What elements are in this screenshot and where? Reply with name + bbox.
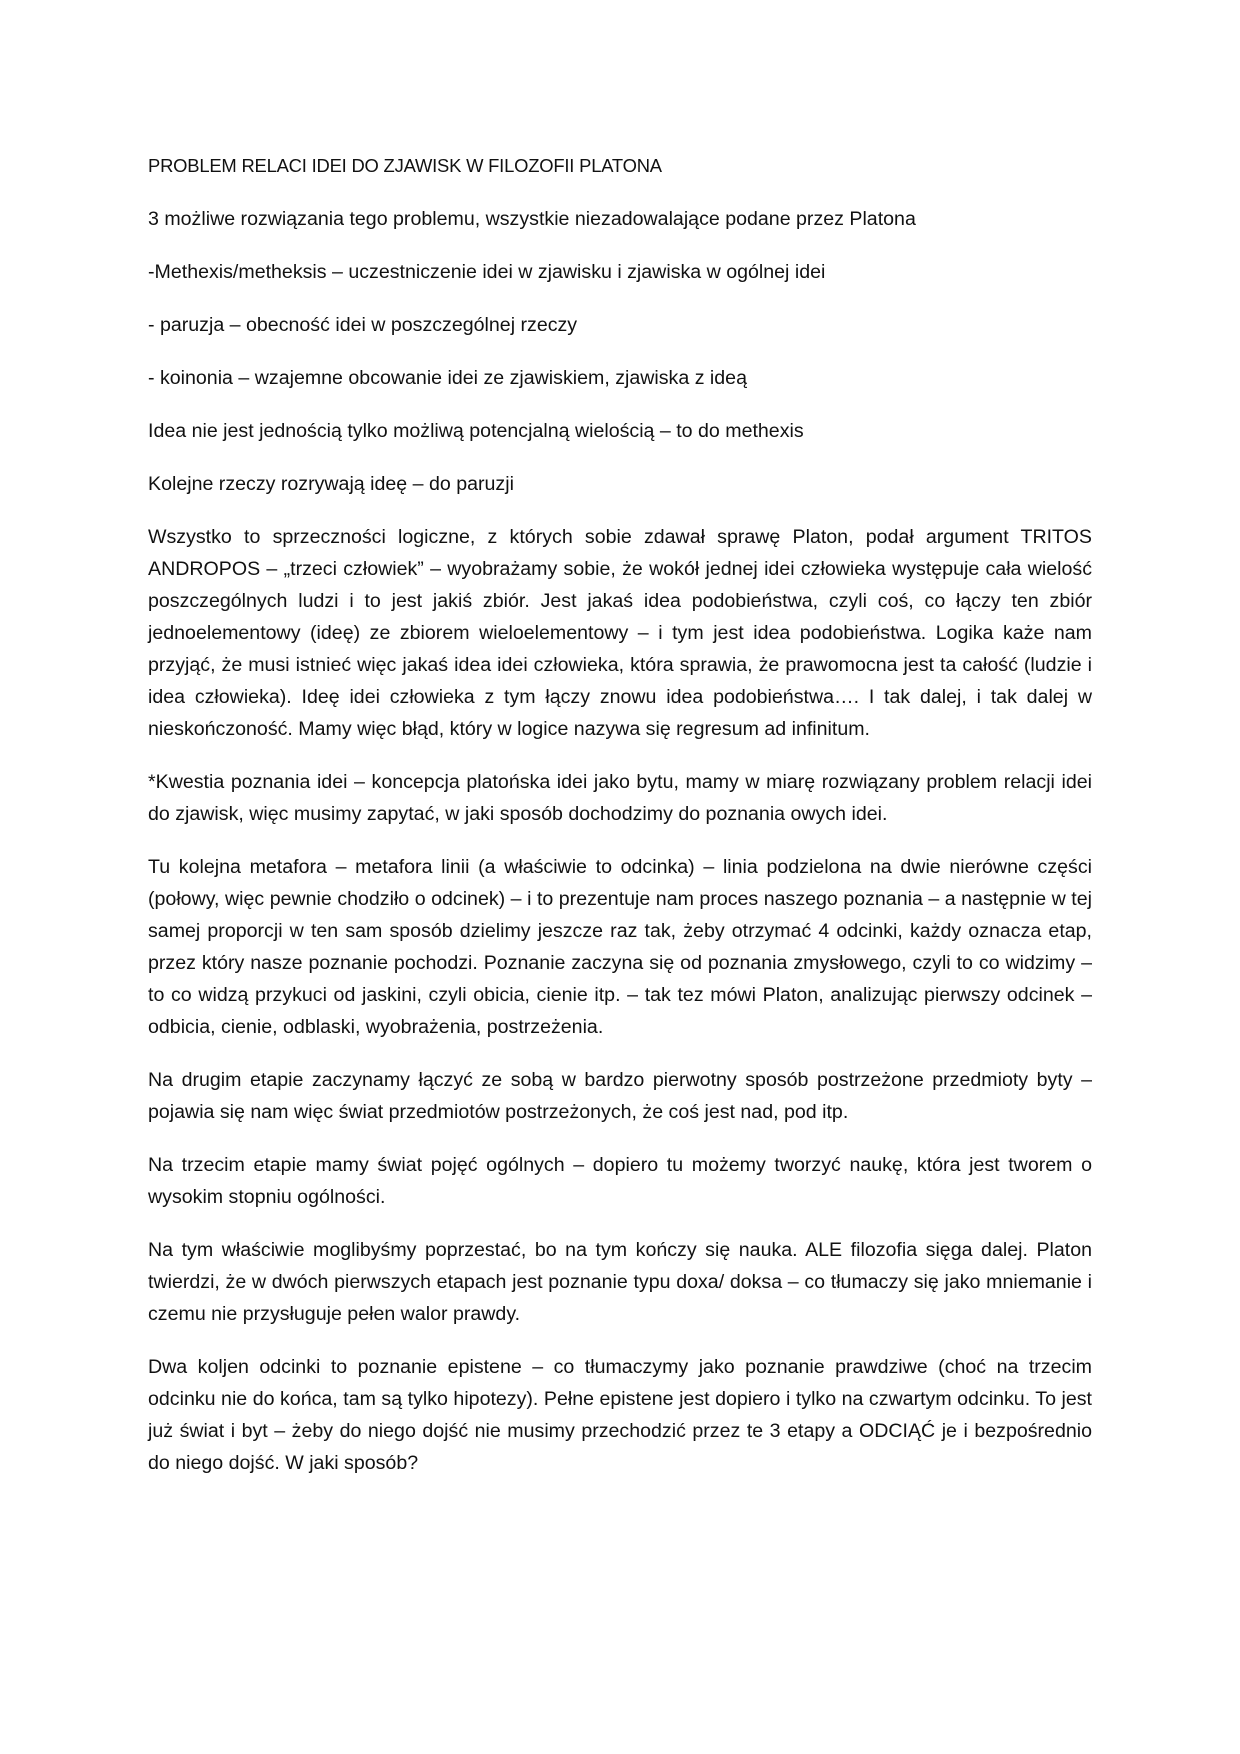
document-title: PROBLEM RELACI IDEI DO ZJAWISK W FILOZOFII PLATONA (148, 155, 662, 176)
paragraph-epistene: Dwa koljen odcinki to poznanie epistene – co tłumaczymy jako poznanie prawdziwe (choć na trzecim odcinku nie do końca, tam są tylko hipotezy). Pełne epistene jest dopiero i tylko na czwartym odcinku. To jest już świat i byt – żeby do niego dojść nie musimy przechodzić przez te 3 etapy a ODCIĄĆ je i bezpośrednio do niego dojść. W jaki sposób? (148, 1356, 1092, 1474)
paragraph-trzeci-etap: Na trzecim etapie mamy świat pojęć ogólnych – dopiero tu możemy tworzyć naukę, która jest tworem o wysokim stopniu ogólności. (148, 1154, 1092, 1208)
paragraph-filozofia: Na tym właściwie moglibyśmy poprzestać, bo na tym kończy się nauka. ALE filozofia sięga dalej. Platon twierdzi, że w dwóch pierwszych etapach jest poznanie typu doxa/ doksa – co tłumaczy się jako mniemanie i czemu nie przysługuje pełen walor prawdy. (148, 1239, 1092, 1325)
list-item-paruzja: - paruzja – obecność idei w poszczególnej rzeczy (148, 314, 578, 336)
paragraph-metafora-linii: Tu kolejna metafora – metafora linii (a właściwie to odcinka) – linia podzielona na dwie nierówne części (połowy, więc pewnie chodziło o odcinek) – i to prezentuje nam proces naszego poznania – a następnie w tej samej proporcji w ten sam sposób dzielimy jeszcze raz tak, żeby otrzymać 4 odcinki, każdy oznacza etap, przez który nasze poznanie pochodzi. Poznanie zaczyna się od poznania zmysłowego, czyli to co widzimy – to co widzą przykuci od jaskini, czyli obicia, cienie itp. – tak tez mówi Platon, analizując pierwszy odcinek – odbicia, cienie, odblaski, wyobrażenia, postrzeżenia. (148, 856, 1092, 1038)
paragraph-tritos-andropos: Wszystko to sprzeczności logiczne, z których sobie zdawał sprawę Platon, podał argument TRITOS ANDROPOS – „trzeci człowiek” – wyobrażamy sobie, że wokół jednej idei człowieka występuje cała wielość poszczególnych ludzi i to jest jakiś zbiór. Jest jakaś idea podobieństwa, czyli coś, co łączy ten zbiór jednoelementowy (ideę) ze zbiorem wieloelementowy – i tym jest idea podobieństwa. Logika każe nam przyjąć, że musi istnieć więc jakaś idea idei człowieka, która sprawia, że prawomocna jest ta całość (ludzie i idea człowieka). Ideę idei człowieka z tym łączy znowu idea podobieństwa…. I tak dalej, i tak dalej w nieskończoność. Mamy więc błąd, który w logice nazywa się regresum ad infinitum. (148, 526, 1092, 740)
paragraph-kwestia-poznania: *Kwestia poznania idei – koncepcja platońska idei jako bytu, mamy w miarę rozwiązany problem relacji idei do zjawisk, więc musimy zapytać, w jaki sposób dochodzimy do poznania owych idei. (148, 771, 1092, 825)
intro-line: 3 możliwe rozwiązania tego problemu, wszystkie niezadowalające podane przez Platona (148, 208, 916, 230)
kolejne-line: Kolejne rzeczy rozrywają ideę – do paruzji (148, 473, 514, 495)
list-item-methexis: -Methexis/metheksis – uczestniczenie idei w zjawisku i zjawiska w ogólnej idei (148, 261, 826, 283)
document-body (148, 150, 1092, 1500)
idea-line: Idea nie jest jednością tylko możliwą potencjalną wielością – to do methexis (148, 420, 804, 442)
paragraph-drugi-etap: Na drugim etapie zaczynamy łączyć ze sobą w bardzo pierwotny sposób postrzeżone przedmioty byty – pojawia się nam więc świat przedmiotów postrzeżonych, że coś jest nad, pod itp. (148, 1069, 1092, 1123)
list-item-koinonia: - koinonia – wzajemne obcowanie idei ze zjawiskiem, zjawiska z ideą (148, 367, 747, 389)
